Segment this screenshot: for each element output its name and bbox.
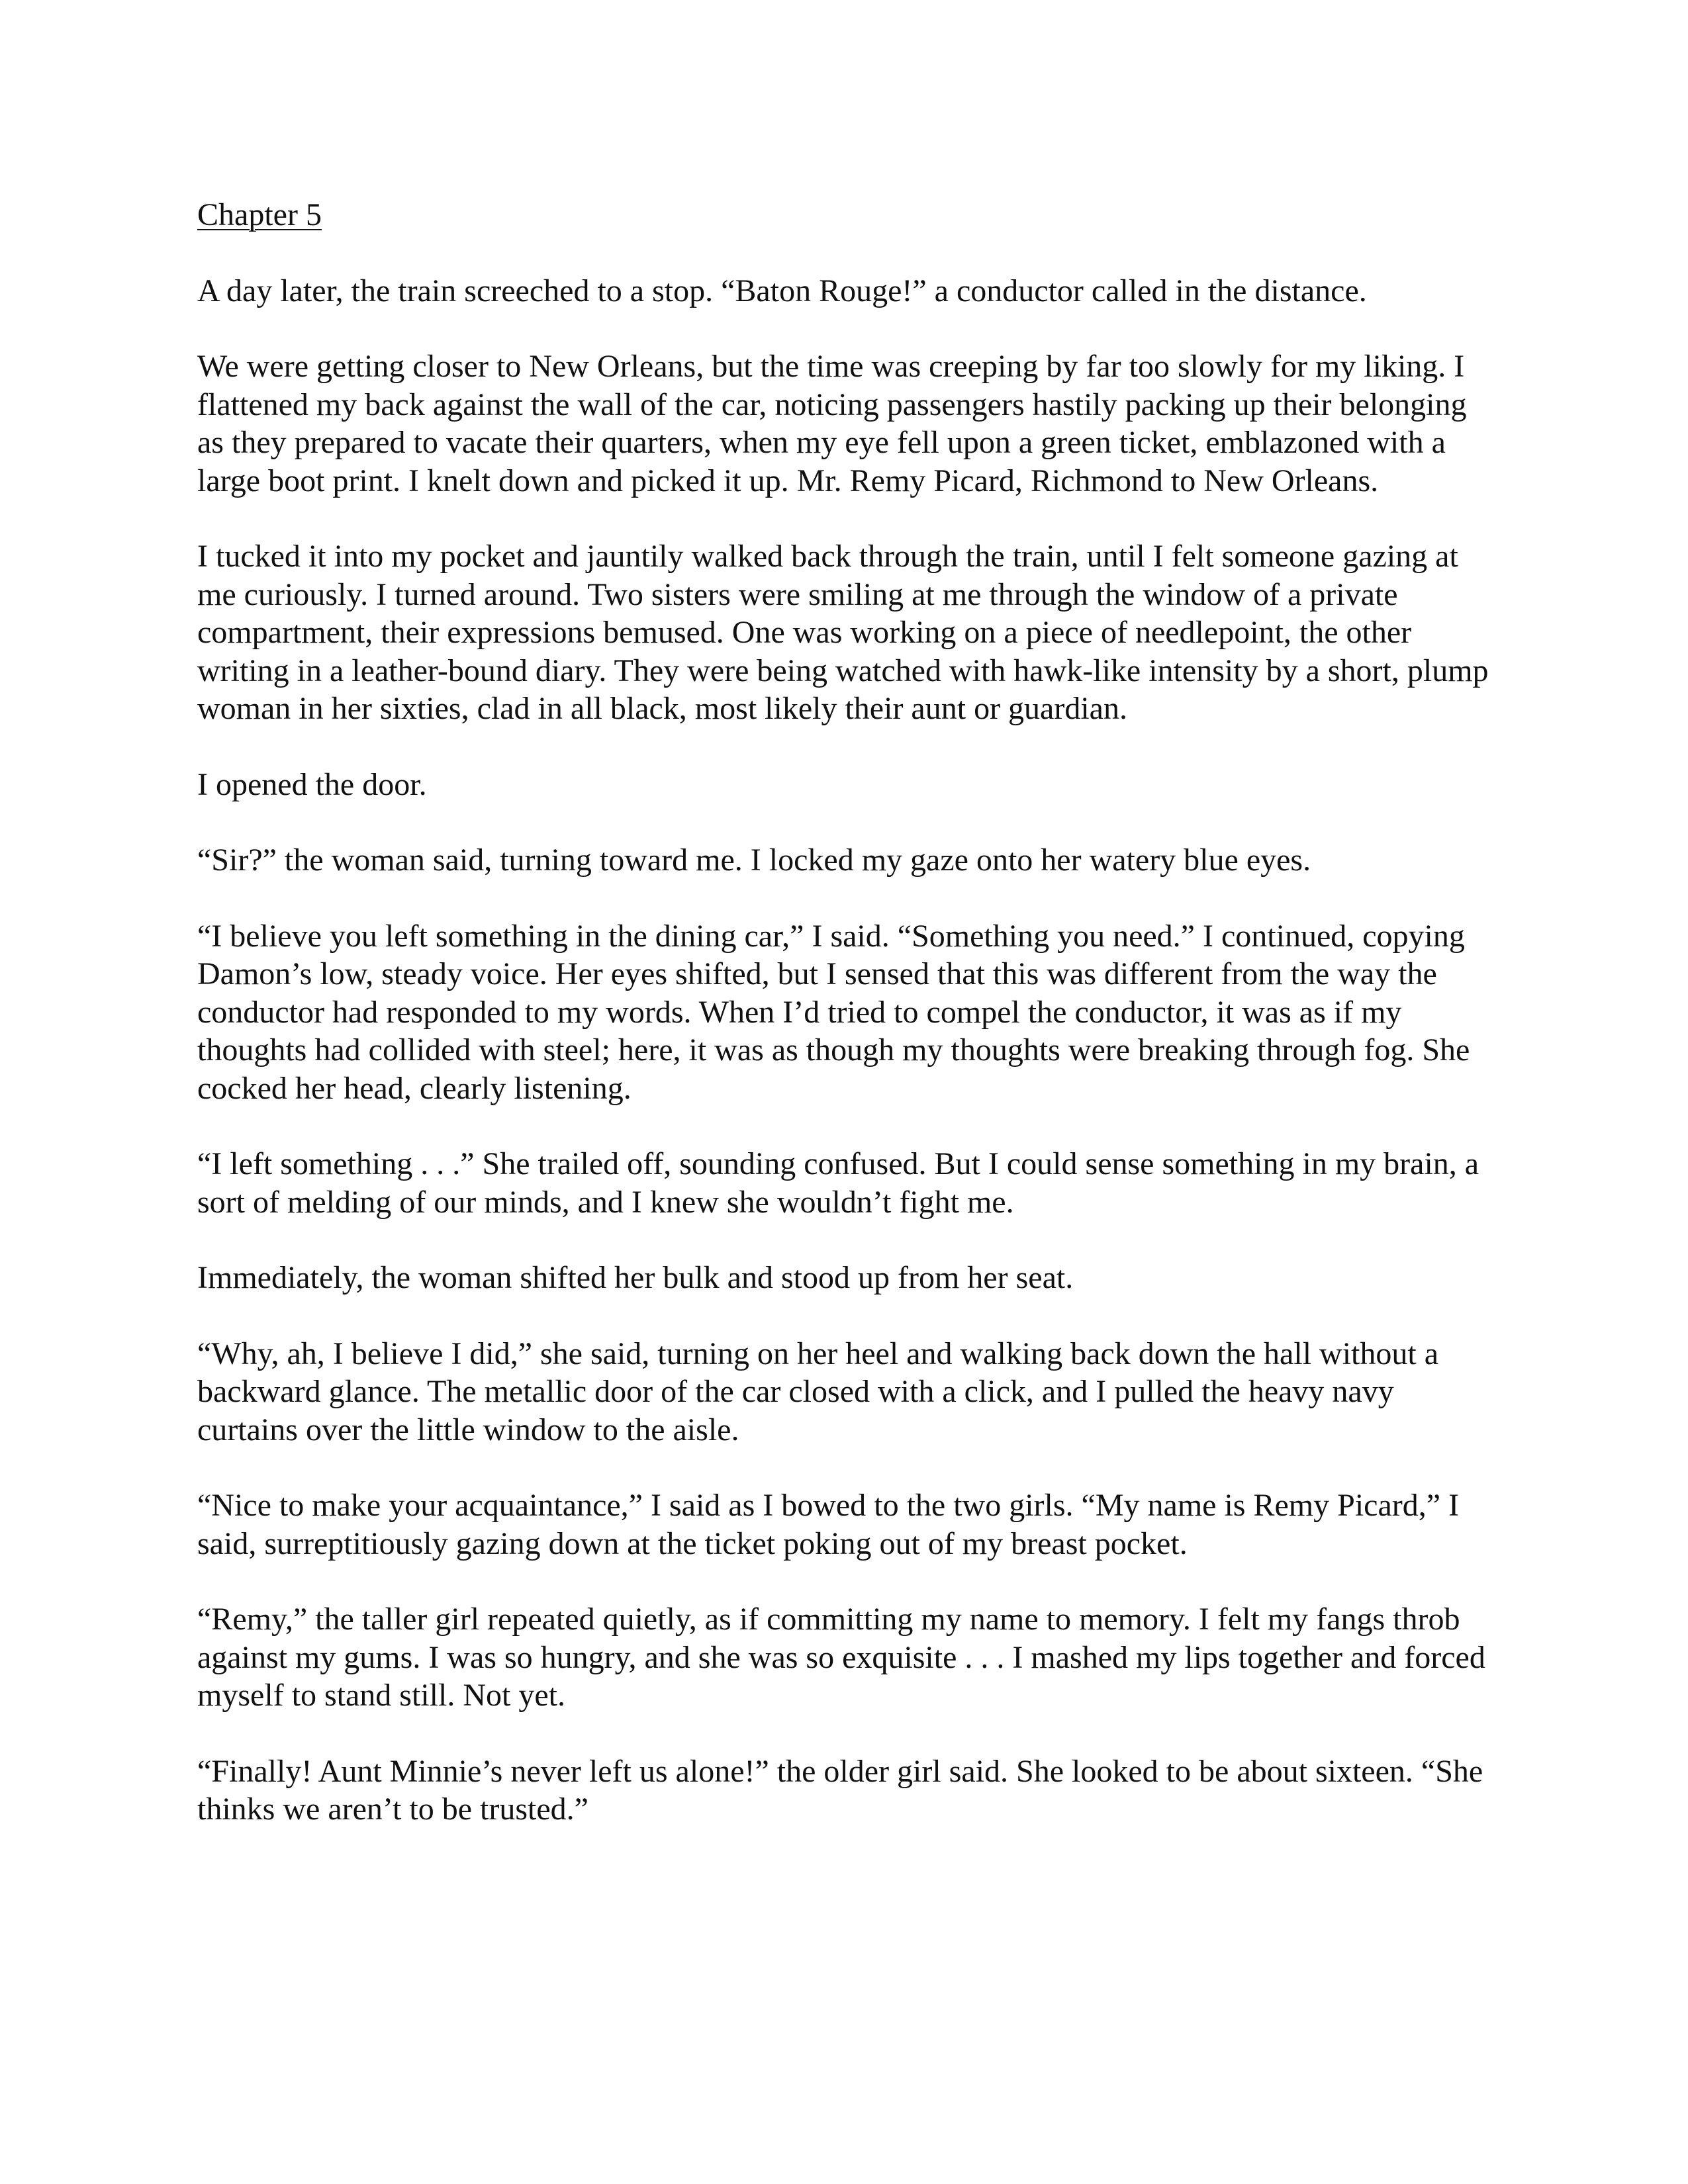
paragraph: “Finally! Aunt Minnie’s never left us alone!” the older girl said. She looked to be about sixteen. “She thinks we aren’t to be trusted.” xyxy=(197,1753,1483,1827)
paragraph: “Nice to make your acquaintance,” I said as I bowed to the two girls. “My name is Remy Picard,” I said, surreptitiously gazing down at the ticket poking out of my breast pocket. xyxy=(197,1488,1460,1561)
paragraph: I tucked it into my pocket and jauntily walked back through the train, until I felt someone gazing at me curiously. I turned around. Two sisters were smiling at me through the window of a private compartment, their expressions bemused. One was working on a piece of needlepoint, the other writing in a leather-bound diary. They were being watched with hawk-like intensity by a short, plump woman in her sixties, clad in all black, most likely their aunt or guardian. xyxy=(197,539,1489,726)
paragraph: A day later, the train screeched to a stop. “Baton Rouge!” a conductor called in the distance. xyxy=(197,273,1367,308)
paragraph: “I left something . . .” She trailed off, sounding confused. But I could sense something in my brain, a sort of melding of our minds, and I knew she wouldn’t fight me. xyxy=(197,1146,1479,1220)
paragraph: I opened the door. xyxy=(197,766,427,802)
paragraph: Immediately, the woman shifted her bulk and stood up from her seat. xyxy=(197,1260,1074,1295)
paragraph: “I believe you left something in the dining car,” I said. “Something you need.” I continued, copying Damon’s low, steady voice. Her eyes shifted, but I sensed that this was different from the way the conductor had responded to my words. When I’d tried to compel the conductor, it was as if my thoughts had collided with steel; here, it was as though my thoughts were breaking through fog. She cocked her head, clearly listening. xyxy=(197,918,1470,1106)
paragraph: “Why, ah, I believe I did,” she said, turning on her heel and walking back down the hall without a backward glance. The metallic door of the car closed with a click, and I pulled the heavy navy curtains over the little window to the aisle. xyxy=(197,1336,1438,1447)
page-body xyxy=(197,196,1495,1829)
paragraph: We were getting closer to New Orleans, but the time was creeping by far too slowly for my liking. I flattened my back against the wall of the car, noticing passengers hastily packing up their belonging as they prepared to vacate their quarters, when my eye fell upon a green ticket, emblazoned with a large boot print. I knelt down and picked it up. Mr. Remy Picard, Richmond to New Orleans. xyxy=(197,349,1467,498)
paragraph: “Remy,” the taller girl repeated quietly, as if committing my name to memory. I felt my fangs throb against my gums. I was so hungry, and she was so exquisite . . . I mashed my lips together and forced myself to stand still. Not yet. xyxy=(197,1602,1485,1713)
chapter-heading: Chapter 5 xyxy=(197,197,322,232)
paragraph: “Sir?” the woman said, turning toward me. I locked my gaze onto her watery blue eyes. xyxy=(197,842,1311,878)
